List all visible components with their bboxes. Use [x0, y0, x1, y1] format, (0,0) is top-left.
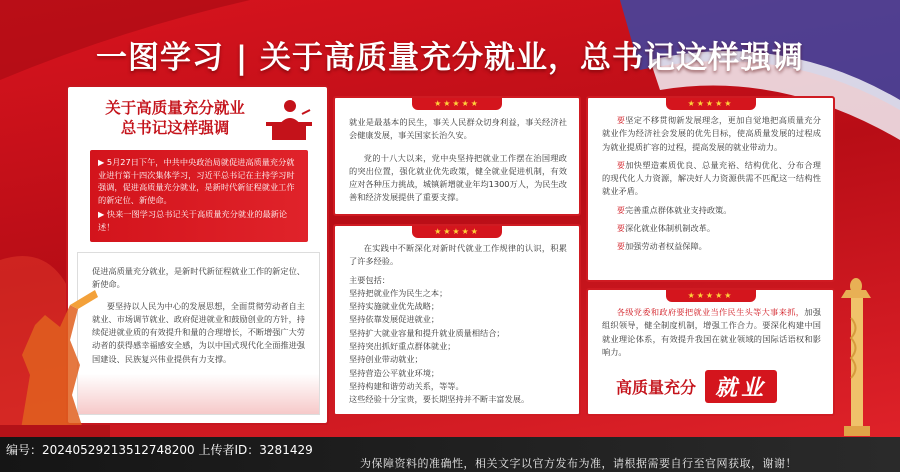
- left-bullet-2: ▶ 快来一图学习总书记关于高质量充分就业的最新论述！: [98, 209, 288, 232]
- mid-card2-closing: 这些经验十分宝贵，要长期坚持并不断丰富发展。: [349, 394, 530, 405]
- right-card2-text: 各级党委和政府要把就业当作民生头等大事来抓，加强组织领导，健全制度机制，增强工作合力。要深化构建中国就业理论体系，有效提升我国在就业领域的国际话语权和影响力。: [602, 307, 821, 357]
- left-body-red: 促进高质量充分就业，是新时代新征程就业工作的新定位、新使命。: [92, 266, 305, 290]
- employment-tag-text: 高质量充分: [616, 378, 697, 397]
- list-item: 坚持构建和谐劳动关系，等等。: [349, 380, 464, 391]
- list-item: 坚持把就业作为民生之本；: [349, 287, 448, 298]
- middle-card-2: [333, 224, 581, 416]
- star-icons: ★★★★★: [687, 291, 734, 300]
- employment-tag-big: 就业: [705, 370, 777, 403]
- list-item: 坚持营造公平就业环境；: [349, 367, 440, 378]
- list-item: 坚持扩大就业容量和提升就业质量相结合；: [349, 327, 505, 338]
- right-item-5: 要加强劳动者权益保障。: [616, 241, 707, 252]
- left-intro-box: [90, 150, 308, 242]
- left-heading-line1: 关于高质量充分就业: [105, 99, 245, 117]
- left-panel-heading: [90, 98, 260, 138]
- stars-bar: [666, 98, 756, 110]
- star-icons: ★★★★★: [434, 99, 480, 108]
- list-item: 坚持创业带动就业；: [349, 354, 423, 365]
- page-title: 一图学习 | 关于高质量充分就业，总书记这样强调: [96, 40, 804, 76]
- mid-card2-intro: 在实践中不断深化对新时代就业工作规律的认识，积累了许多经验。: [349, 243, 567, 267]
- footer-id-info: 编号：20240529213512748200 上传者ID：3281429: [6, 443, 313, 457]
- mid-card1-body: 党的十八大以来，党中央坚持把就业工作摆在治国理政的突出位置，强化就业优先政策，健全就业促进机制，有效应对各种压力挑战，城镇新增就业年均1300万人，为民生改善和经济发展提供了重要支撑。: [349, 152, 567, 203]
- right-item-1: 要坚定不移贯彻新发展理念，更加自觉地把高质量充分就业作为经济社会发展的优先目标，使高质量发展的过程成为就业提质扩容的过程，提高发展的就业带动力。: [602, 115, 821, 152]
- mid-card2-list: [349, 287, 567, 393]
- stars-bar: [412, 226, 502, 238]
- right-card-1: [586, 96, 835, 282]
- list-item: 坚持实施就业优先战略；: [349, 301, 440, 312]
- right-item-4: 要深化就业体制机制改革。: [616, 223, 716, 234]
- star-icons: ★★★★★: [434, 227, 480, 236]
- mid-card2-list-title: 主要包括：: [349, 274, 390, 285]
- employment-tag: [616, 370, 777, 406]
- left-bullet-1: ▶ 5月27日下午，中共中央政治局就促进高质量充分就业进行第十四次集体学习，习近平总书记在主持学习时强调，促进高质量充分就业，是新时代新征程就业工作的新定位、新使命。: [98, 157, 295, 205]
- list-item: 坚持依靠发展促进就业；: [349, 314, 440, 325]
- statue-decoration-icon: [0, 285, 110, 440]
- speaker-podium-icon: [258, 96, 318, 142]
- star-icons: ★★★★★: [687, 99, 734, 108]
- middle-card-1: [333, 96, 581, 216]
- left-body-box: [77, 252, 320, 415]
- right-item-3: 要完善重点群体就业支持政策。: [616, 204, 732, 215]
- footer-disclaimer: 为保障资料的准确性，相关文字以官方发布为准，请根据需要自行至官网获取，谢谢！: [360, 457, 797, 470]
- mid-card1-red: 就业是最基本的民生，事关人民群众切身利益，事关经济社会健康发展，事关国家长治久安。: [349, 117, 567, 141]
- left-heading-line2: 总书记这样强调: [120, 119, 230, 137]
- left-body-text: 要坚持以人民为中心的发展思想，全面贯彻劳动者自主就业、市场调节就业、政府促进就业和鼓励创业的方针，持续促进就业质的有效提升和量的合理增长，不断增强广大劳动者的获得感幸福感安全感，为以中国式现代化全面推进强国建设、民族复兴伟业提供有力支撑。: [92, 300, 305, 364]
- stars-bar: [412, 98, 502, 110]
- stars-bar: [666, 290, 756, 302]
- right-card-2: [586, 288, 835, 416]
- list-item: 坚持突出抓好重点群体就业；: [349, 341, 456, 352]
- right-item-2: 要加快塑造素质优良、总量充裕、结构优化、分布合理的现代化人力资源，解决好人力资源供需不匹配这一结构性就业矛盾。: [602, 159, 821, 197]
- huabiao-pillar-icon: [836, 268, 876, 438]
